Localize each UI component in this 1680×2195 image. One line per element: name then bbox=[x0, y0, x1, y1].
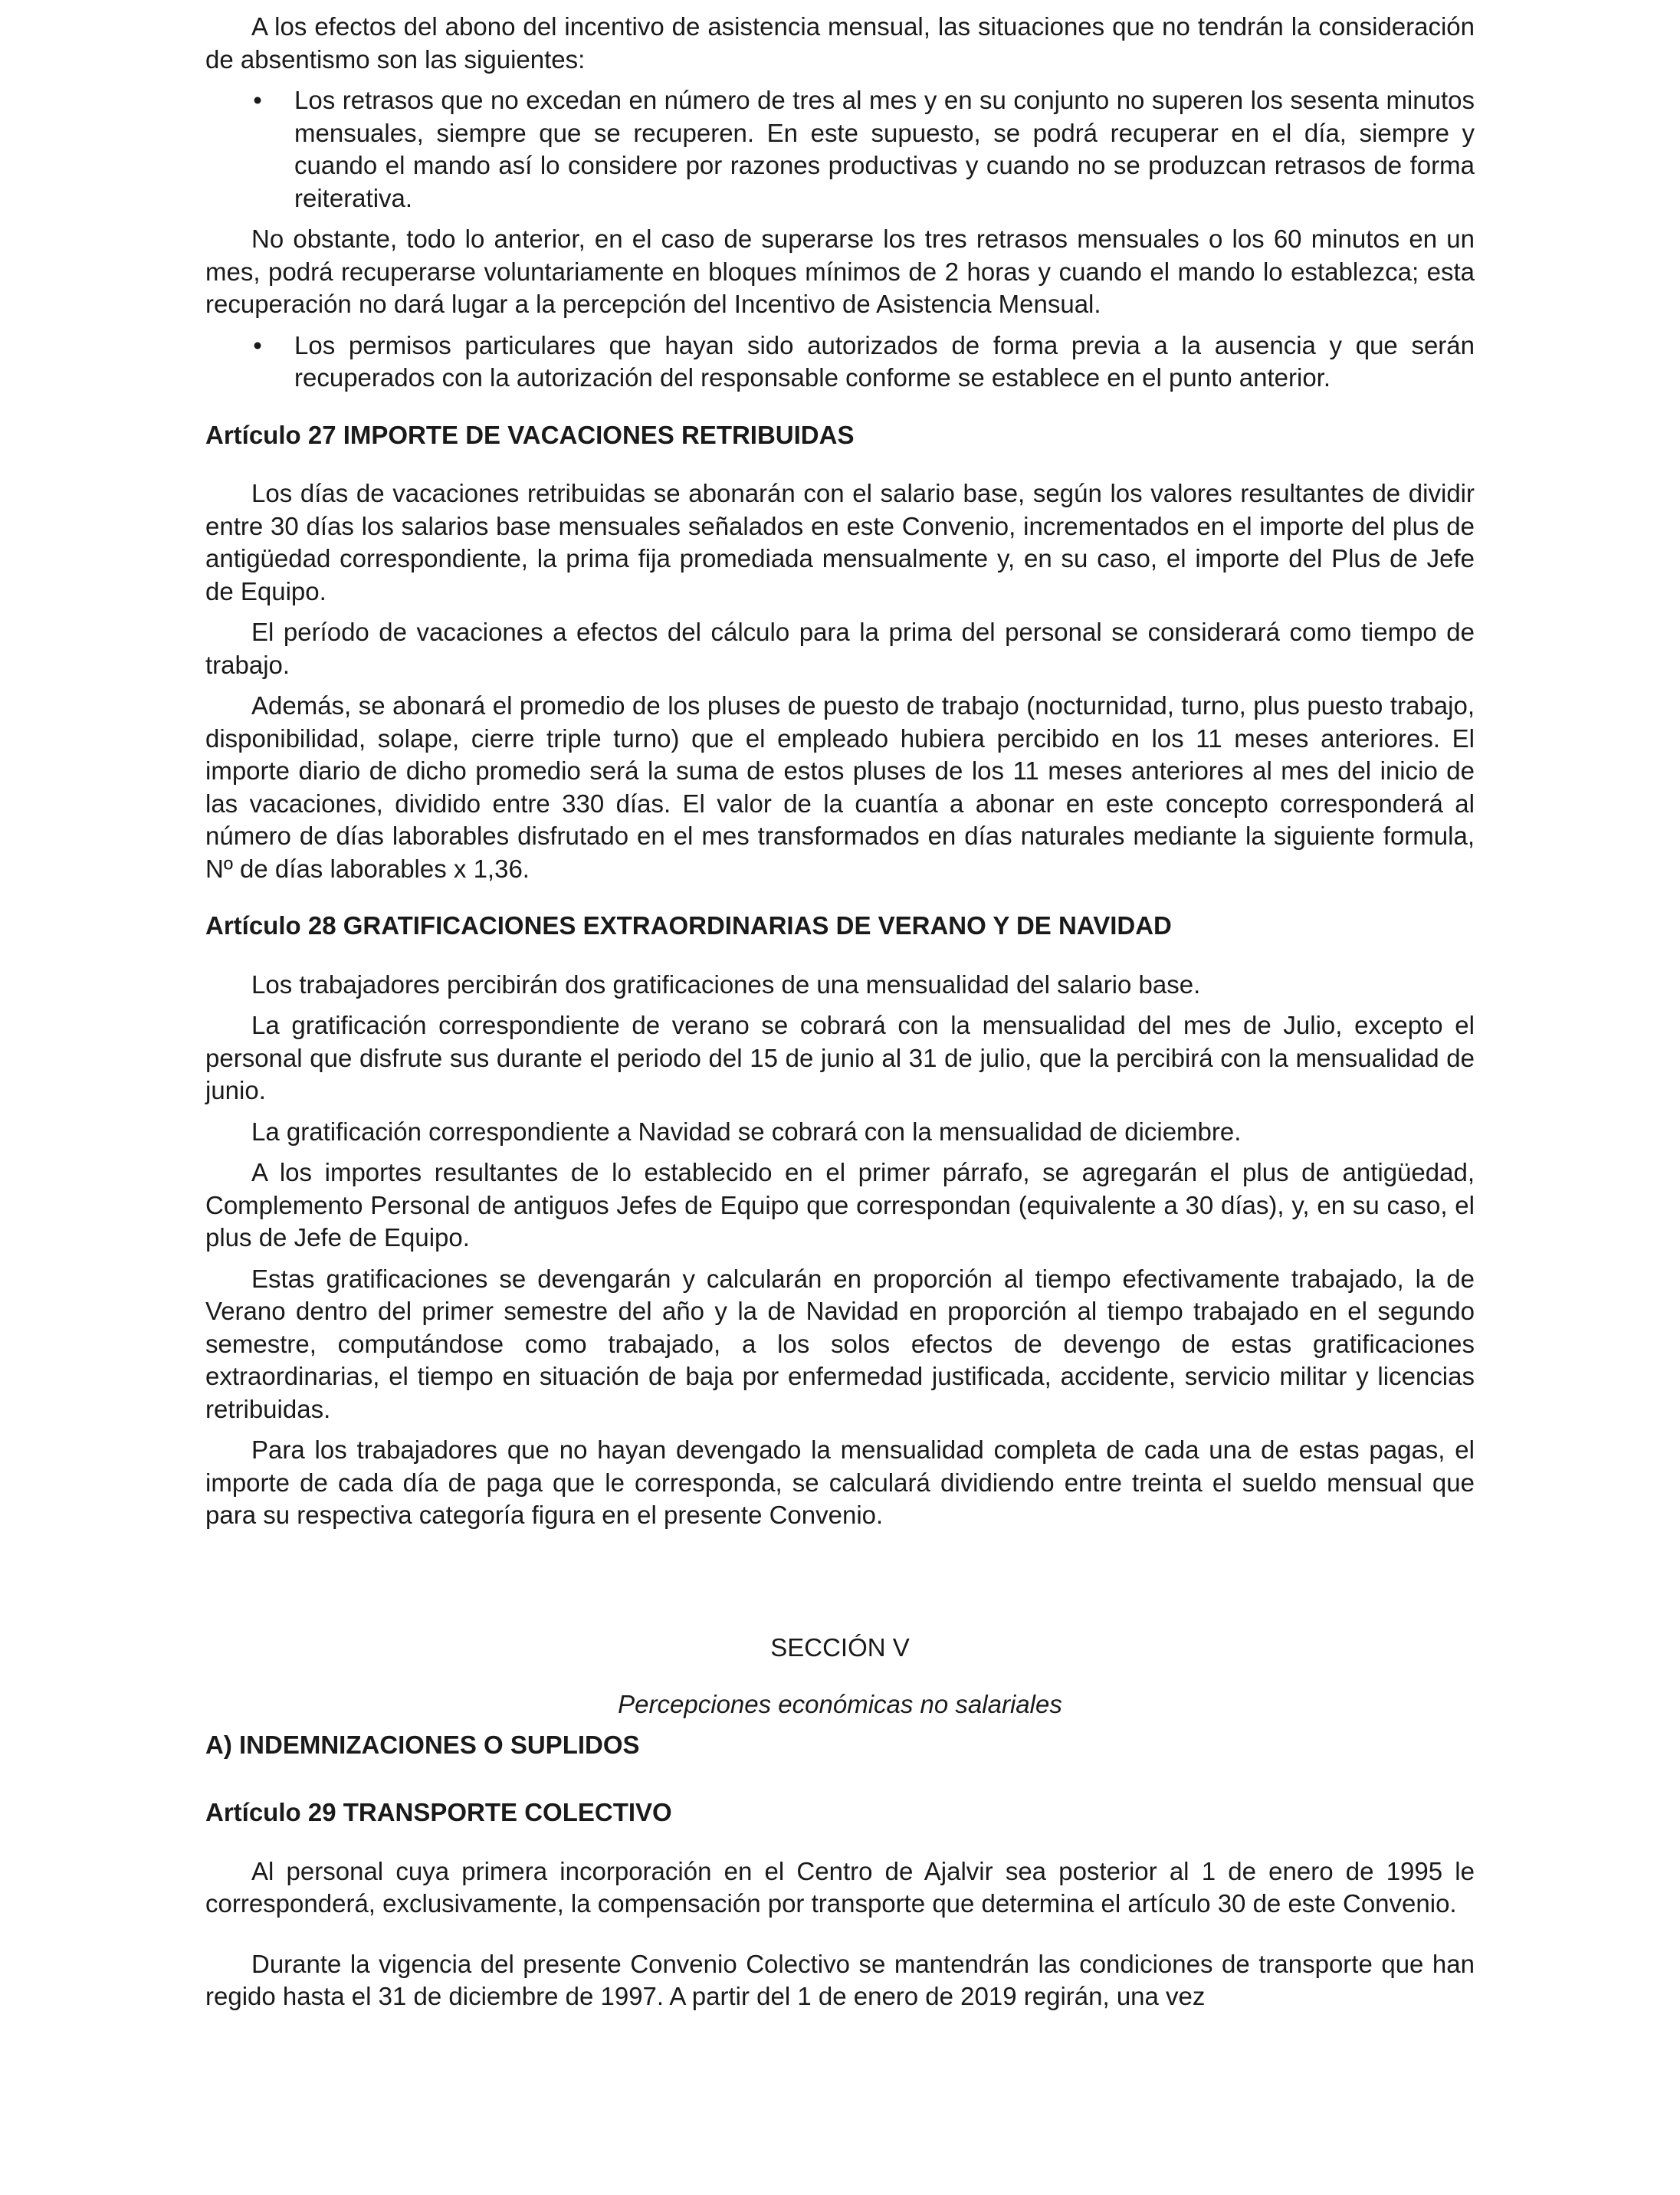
paragraph: A los importes resultantes de lo establecido en el primer párrafo, se agregarán el plus de antigüedad, Complemento Personal de antiguos Jefes de Equipo que correspondan (equivalente a 30 días), y, en su caso, el plus de Jefe de Equipo. bbox=[205, 1158, 1475, 1252]
paragraph: La gratificación correspondiente de verano se cobrará con la mensualidad del mes de Julio, excepto el personal que disfrute sus durante el periodo del 15 de junio al 31 de julio, que la percibirá con la mensualidad de junio. bbox=[205, 1011, 1475, 1104]
paragraph: Durante la vigencia del presente Convenio Colectivo se mantendrán las condiciones de transporte que han regido hasta el 31 de diciembre de 1997. A partir del 1 de enero de 2019 regirán, una vez bbox=[205, 1949, 1475, 2010]
bullet-icon: • bbox=[253, 330, 262, 359]
bullet-icon: • bbox=[253, 86, 262, 114]
paragraph: Los días de vacaciones retribuidas se abonarán con el salario base, según los valores resultantes de dividir entre 30 días los salarios base mensuales señalados en este Convenio, incrementados en el importe del plus de antigüedad correspondiente, la prima fija promediada mensualmente y, en su caso, el importe del Plus de Jefe de Equipo. bbox=[205, 479, 1475, 605]
paragraph: Estas gratificaciones se devengarán y calcularán en proporción al tiempo efectivamente trabajado, la de Verano dentro del primer semestre del año y la de Navidad en proporción al tiempo trabajado en el segundo semestre, computándose como trabajado, a los solos efectos de devengo de estas gratificaciones extraordinarias, el tiempo en situación de baja por enfermedad justificada, accidente, servicio militar y licencias retribuidas. bbox=[205, 1264, 1475, 1423]
list-item-text: Los retrasos que no excedan en número de tres al mes y en su conjunto no superen los sesenta minutos mensuales, siempre que se recuperen. En este supuesto, se podrá recuperar en el día, siempre y cuando el mando así lo considere por razones productivas y cuando no se produzcan retrasos de forma reiterativa. bbox=[294, 86, 1475, 212]
section-subheading: A) INDEMNIZACIONES O SUPLIDOS bbox=[205, 1730, 640, 1759]
absence-exceptions-list bbox=[205, 84, 1475, 215]
paragraph: Para los trabajadores que no hayan devengado la mensualidad completa de cada una de estas pagas, el importe de cada día de paga que le corresponda, se calculará dividiendo entre treinta el sueldo mensual que para su respectiva categoría figura en el presente Convenio. bbox=[205, 1435, 1475, 1529]
list-item-text: Los permisos particulares que hayan sido autorizados de forma previa a la ausencia y que serán recuperados con la autorización del responsable conforme se establece en el punto anterior. bbox=[294, 330, 1475, 392]
paragraph: Al personal cuya primera incorporación en el Centro de Ajalvir sea posterior al 1 de enero de 1995 le corresponderá, exclusivamente, la compensación por transporte que determina el artículo 30 de este Convenio. bbox=[205, 1856, 1475, 1918]
section-title: SECCIÓN V bbox=[770, 1632, 910, 1662]
list-item bbox=[205, 330, 1475, 395]
article-27-heading: Artículo 27 IMPORTE DE VACACIONES RETRIBUIDAS bbox=[205, 420, 855, 449]
list-item bbox=[205, 84, 1475, 215]
intro-paragraph: A los efectos del abono del incentivo de asistencia mensual, las situaciones que no tendrán la consideración de absentismo son las siguientes: bbox=[205, 12, 1475, 74]
section-subtitle: Percepciones económicas no salariales bbox=[618, 1690, 1062, 1718]
article-29-heading: Artículo 29 TRANSPORTE COLECTIVO bbox=[205, 1798, 672, 1826]
paragraph: Además, se abonará el promedio de los pluses de puesto de trabajo (nocturnidad, turno, plus puesto trabajo, disponibilidad, solape, cierre triple turno) que el empleado hubiera percibido en los 11 meses anteriores. El importe diario de dicho promedio será la suma de estos pluses de los 11 meses anteriores al mes del inicio de las vacaciones, dividido entre 330 días. El valor de la cuantía a abonar en este concepto corresponderá al número de días laborables disfrutado en el mes transformados en días naturales mediante la siguiente formula, Nº de días laborables x 1,36. bbox=[205, 691, 1475, 883]
paragraph: La gratificación correspondiente a Navidad se cobrará con la mensualidad de diciembre. bbox=[251, 1117, 1242, 1146]
article-28-heading: Artículo 28 GRATIFICACIONES EXTRAORDINARIAS DE VERANO Y DE NAVIDAD bbox=[205, 911, 1172, 940]
absence-exceptions-list-2 bbox=[205, 330, 1475, 395]
paragraph: Los trabajadores percibirán dos gratificaciones de una mensualidad del salario base. bbox=[251, 970, 1201, 999]
document-page bbox=[205, 11, 1475, 2013]
paragraph: No obstante, todo lo anterior, en el caso de superarse los tres retrasos mensuales o los 60 minutos en un mes, podrá recuperarse voluntariamente en bloques mínimos de 2 horas y cuando el mando lo establezca; esta recuperación no dará lugar a la percepción del Incentivo de Asistencia Mensual. bbox=[205, 225, 1475, 318]
paragraph: El período de vacaciones a efectos del cálculo para la prima del personal se considerará como tiempo de trabajo. bbox=[205, 618, 1475, 679]
